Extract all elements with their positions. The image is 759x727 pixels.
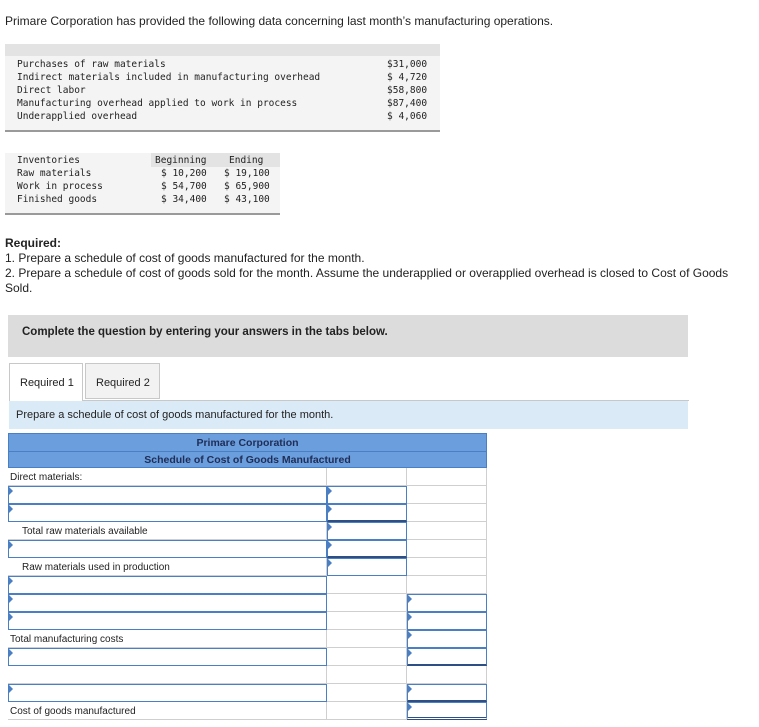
amount-input[interactable] (407, 630, 487, 648)
amount-input[interactable] (327, 486, 407, 504)
column-header: Beginning (155, 155, 207, 166)
line-label-input[interactable] (8, 504, 327, 522)
line-label-input[interactable] (8, 540, 327, 558)
row-label: Purchases of raw materials (17, 59, 166, 70)
total-mfg-label: Total manufacturing costs (10, 634, 124, 645)
line-label-input[interactable] (8, 612, 327, 630)
cell-ending: $ 19,100 (224, 168, 270, 179)
tab-label: Required 2 (96, 377, 150, 389)
row-label: Manufacturing overhead applied to work in process (17, 98, 298, 109)
cell-beginning: $ 34,400 (161, 194, 207, 205)
complete-banner-text: Complete the question by entering your answers in the tabs below. (22, 326, 388, 338)
amount-input[interactable] (407, 702, 487, 720)
table-row (17, 98, 297, 109)
cell-ending: $ 65,900 (224, 181, 270, 192)
cell-beginning: $ 10,200 (161, 168, 207, 179)
amount-input[interactable] (407, 648, 487, 666)
amount-input[interactable] (407, 594, 487, 612)
table-row (17, 59, 166, 70)
tab-label: Required 1 (20, 377, 74, 389)
cost-data-table (5, 44, 440, 132)
tab-required-2[interactable] (85, 363, 160, 399)
instruction-bar (9, 401, 688, 429)
amount-input[interactable] (407, 612, 487, 630)
table-row (8, 486, 487, 504)
intro-text: Primare Corporation has provided the following data concerning last month’s manufacturing operations. (5, 14, 554, 28)
table-row (8, 540, 487, 558)
column-header: Ending (229, 155, 264, 166)
row-label: Finished goods (17, 194, 98, 205)
table-row (8, 684, 487, 702)
row-value: $31,000 (387, 59, 428, 70)
required-item: 1. Prepare a schedule of cost of goods manufactured for the month. (5, 251, 365, 265)
amount-input[interactable] (327, 540, 407, 558)
complete-banner (8, 315, 688, 357)
amount-input[interactable] (407, 684, 487, 702)
table-row (8, 630, 487, 648)
table-row (8, 504, 487, 522)
line-label-input[interactable] (8, 486, 327, 504)
row-label: Work in process (17, 181, 103, 192)
inventories-table (5, 153, 280, 215)
table-row (8, 702, 487, 720)
row-value: $58,800 (387, 85, 428, 96)
amount-input[interactable] (327, 522, 407, 540)
schedule-title: Schedule of Cost of Goods Manufactured (144, 454, 351, 466)
table-row (17, 85, 86, 96)
amount-input[interactable] (327, 558, 407, 576)
line-label-input[interactable] (8, 684, 327, 702)
cogm-schedule (8, 433, 487, 720)
tab-required-1[interactable] (9, 363, 83, 401)
raw-used-label: Raw materials used in production (22, 562, 170, 573)
table-row (8, 666, 487, 684)
schedule-header (8, 433, 487, 468)
table-row (8, 612, 487, 630)
instruction-text: Prepare a schedule of cost of goods manufactured for the month. (16, 409, 334, 421)
line-label-input[interactable] (8, 576, 327, 594)
column-header: Inventories (17, 155, 80, 166)
required-item: 2. Prepare a schedule of cost of goods sold for the month. Assume the underapplied or overapplied overhead is closed to Cost of Goods Sold. (5, 266, 729, 295)
cogm-label: Cost of goods manufactured (10, 706, 136, 717)
table-row (17, 72, 320, 83)
row-label: Direct labor (17, 85, 86, 96)
row-value: $ 4,060 (387, 111, 428, 122)
total-raw-label: Total raw materials available (22, 526, 148, 537)
row-label: Raw materials (17, 168, 92, 179)
table-row (17, 111, 137, 122)
cell-ending: $ 43,100 (224, 194, 270, 205)
line-label-input[interactable] (8, 594, 327, 612)
table-row (8, 558, 487, 576)
table-row (8, 468, 487, 486)
table-row (8, 522, 487, 540)
row-label: Indirect materials included in manufacturing overhead (17, 72, 321, 83)
amount-input[interactable] (327, 504, 407, 522)
row-value: $87,400 (387, 98, 428, 109)
row-value: $ 4,720 (387, 72, 428, 83)
table-row (8, 594, 487, 612)
row-label: Underapplied overhead (17, 111, 138, 122)
required-title: Required: (5, 236, 62, 250)
table-row (8, 648, 487, 666)
cell-beginning: $ 54,700 (161, 181, 207, 192)
table-row (8, 576, 487, 594)
line-label-input[interactable] (8, 648, 327, 666)
direct-materials-label: Direct materials: (10, 472, 83, 483)
required-section (5, 236, 745, 296)
company-name: Primare Corporation (196, 437, 299, 449)
